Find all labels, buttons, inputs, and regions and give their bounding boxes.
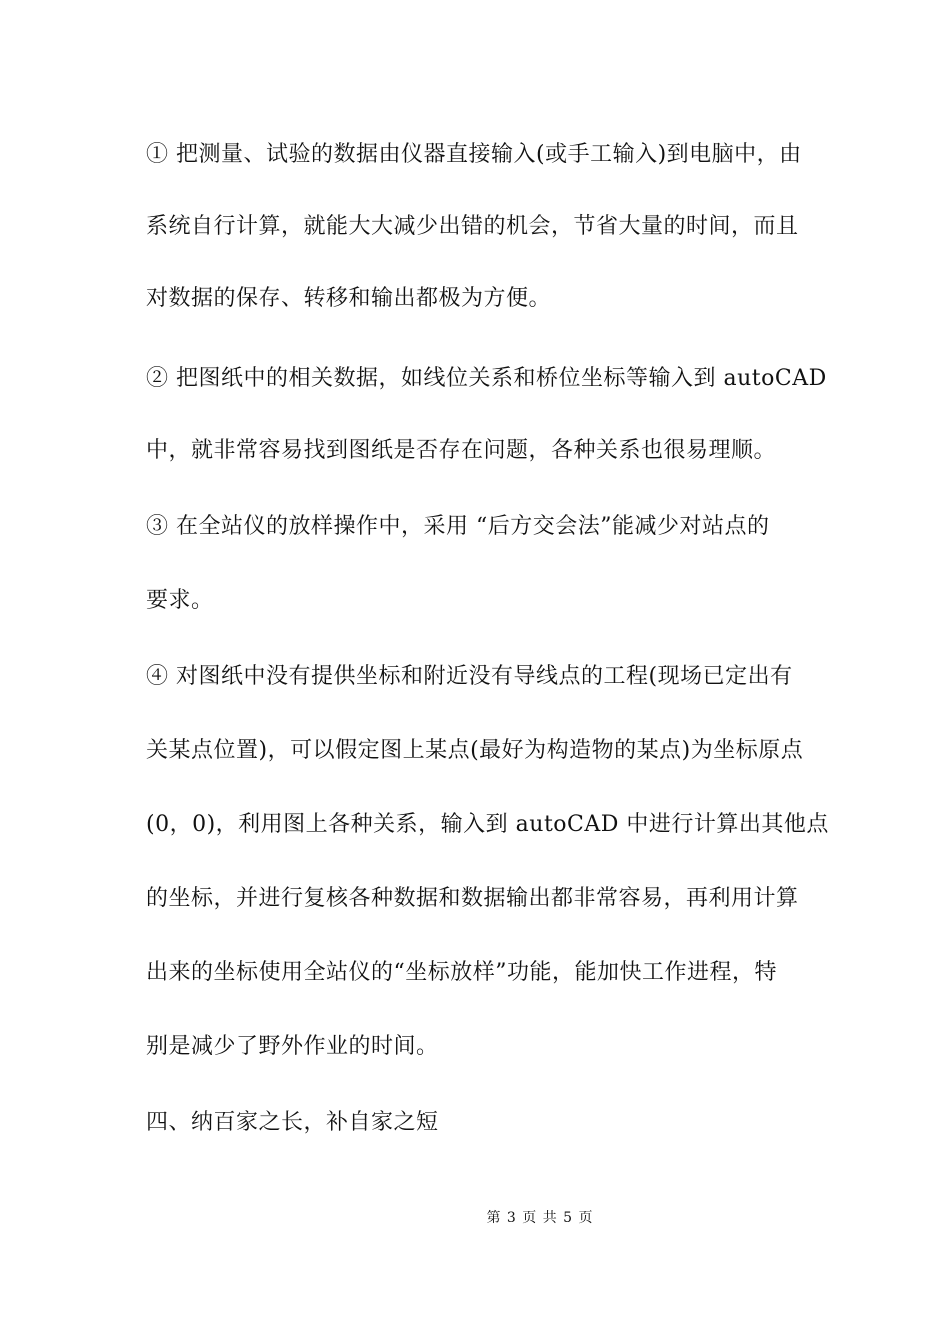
paragraph-line: ③ 在全站仪的放样操作中，采用 “后方交会法”能减少对站点的 [146, 514, 770, 539]
paragraph-line: 要求。 [146, 588, 214, 613]
paragraph-line: ② 把图纸中的相关数据，如线位关系和桥位坐标等输入到 autoCAD [146, 366, 827, 391]
paragraph-line: 系统自行计算，就能大大减少出错的机会，节省大量的时间，而且 [146, 214, 799, 239]
page-number-footer: 第 3 页 共 5 页 [486, 1210, 594, 1226]
section-heading: 四、纳百家之长，补自家之短 [146, 1110, 439, 1135]
paragraph-line: 别是减少了野外作业的时间。 [146, 1034, 439, 1059]
paragraph-line: 关某点位置)，可以假定图上某点(最好为构造物的某点)为坐标原点 [146, 738, 804, 763]
paragraph-line: 出来的坐标使用全站仪的“坐标放样”功能，能加快工作进程，特 [146, 960, 777, 985]
paragraph-line: (0，0)，利用图上各种关系，输入到 autoCAD 中进行计算出其他点 [146, 812, 829, 837]
paragraph-line: 中，就非常容易找到图纸是否存在问题，各种关系也很易理顺。 [146, 438, 777, 463]
paragraph-line: 对数据的保存、转移和输出都极为方便。 [146, 286, 552, 311]
paragraph-line: ④ 对图纸中没有提供坐标和附近没有导线点的工程(现场已定出有 [146, 664, 793, 689]
paragraph-line: ① 把测量、试验的数据由仪器直接输入(或手工输入)到电脑中，由 [146, 142, 802, 167]
paragraph-line: 的坐标，并进行复核各种数据和数据输出都非常容易，再利用计算 [146, 886, 799, 911]
